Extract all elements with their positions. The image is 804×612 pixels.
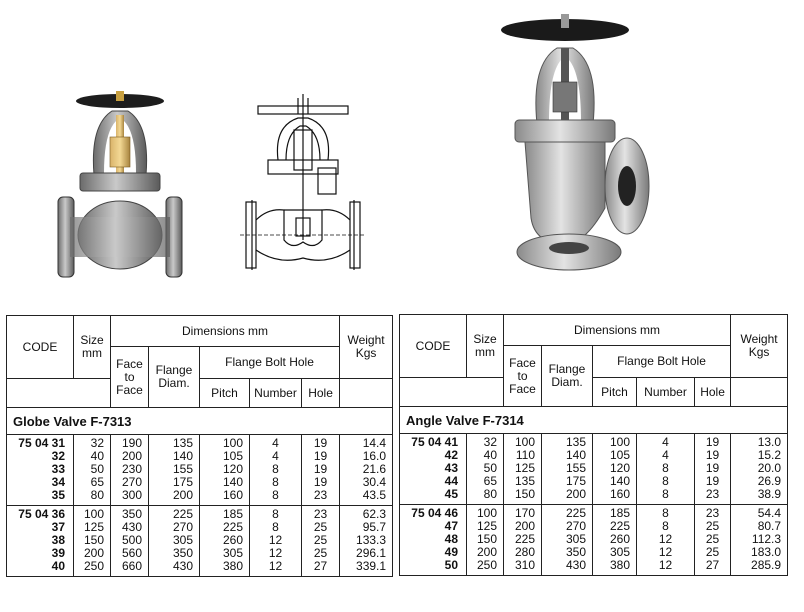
dimensions-header: Dimensions mm <box>504 315 731 346</box>
cell-hole: 25 <box>695 520 731 533</box>
cell-weight: 43.5 <box>340 489 393 506</box>
table-row <box>7 435 393 451</box>
globe-valve-table <box>6 315 393 577</box>
cell-weight: 15.2 <box>731 449 788 462</box>
cell-ftf: 270 <box>111 476 149 489</box>
cell-flange: 155 <box>149 463 200 476</box>
pitch-header: Pitch <box>200 379 250 408</box>
hole-header: Hole <box>302 379 340 408</box>
cell-pitch: 185 <box>200 506 250 522</box>
cell-size: 40 <box>74 450 111 463</box>
angle-valve-title: Angle Valve F-7314 <box>400 407 788 434</box>
hole-header: Hole <box>695 378 731 407</box>
cell-code: 35 <box>7 489 74 506</box>
flange-bolt-hole-header: Flange Bolt Hole <box>593 346 731 378</box>
face-to-face-header: Face to Face <box>111 347 149 408</box>
cell-weight: 62.3 <box>340 506 393 522</box>
cell-code: 49 <box>400 546 467 559</box>
cell-pitch: 305 <box>200 547 250 560</box>
cell-pitch: 160 <box>200 489 250 506</box>
cell-pitch: 105 <box>593 449 637 462</box>
cell-code: 75 04 41 <box>400 434 467 450</box>
cell-size: 65 <box>74 476 111 489</box>
cell-flange: 305 <box>149 534 200 547</box>
cell-code: 48 <box>400 533 467 546</box>
cell-ftf: 125 <box>504 462 542 475</box>
table-row <box>400 434 788 450</box>
cell-ftf: 170 <box>504 505 542 521</box>
cell-flange: 350 <box>542 546 593 559</box>
cell-flange: 270 <box>542 520 593 533</box>
weight-header: Weight Kgs <box>731 315 788 378</box>
cell-size: 32 <box>74 435 111 451</box>
table-row <box>400 559 788 576</box>
cell-pitch: 260 <box>200 534 250 547</box>
cell-flange: 270 <box>149 521 200 534</box>
table-row <box>7 489 393 506</box>
cell-number: 4 <box>250 450 302 463</box>
code-header: CODE <box>7 316 74 379</box>
cell-number: 12 <box>637 559 695 576</box>
cell-hole: 23 <box>302 506 340 522</box>
cell-ftf: 150 <box>504 488 542 505</box>
cell-pitch: 100 <box>593 434 637 450</box>
cell-ftf: 350 <box>111 506 149 522</box>
cell-hole: 19 <box>302 435 340 451</box>
cell-flange: 200 <box>542 488 593 505</box>
cell-size: 250 <box>467 559 504 576</box>
cell-code: 39 <box>7 547 74 560</box>
cell-flange: 140 <box>542 449 593 462</box>
cell-hole: 19 <box>302 463 340 476</box>
cell-ftf: 190 <box>111 435 149 451</box>
cell-ftf: 135 <box>504 475 542 488</box>
table-row <box>7 506 393 522</box>
cell-ftf: 500 <box>111 534 149 547</box>
cell-hole: 23 <box>695 488 731 505</box>
cell-hole: 27 <box>695 559 731 576</box>
cell-flange: 200 <box>149 489 200 506</box>
cell-number: 8 <box>637 505 695 521</box>
pitch-header: Pitch <box>593 378 637 407</box>
cell-weight: 14.4 <box>340 435 393 451</box>
cell-size: 125 <box>467 520 504 533</box>
cell-ftf: 225 <box>504 533 542 546</box>
face-to-face-header: Face to Face <box>504 346 542 407</box>
cell-hole: 19 <box>302 476 340 489</box>
cell-hole: 19 <box>695 462 731 475</box>
number-header: Number <box>637 378 695 407</box>
cell-weight: 13.0 <box>731 434 788 450</box>
cell-number: 12 <box>250 560 302 577</box>
cell-hole: 25 <box>302 521 340 534</box>
cell-size: 125 <box>74 521 111 534</box>
angle-valve-photo-icon <box>495 8 665 278</box>
cell-code: 37 <box>7 521 74 534</box>
cell-number: 8 <box>637 475 695 488</box>
cell-pitch: 120 <box>200 463 250 476</box>
cell-ftf: 230 <box>111 463 149 476</box>
cell-hole: 25 <box>695 533 731 546</box>
cell-pitch: 225 <box>593 520 637 533</box>
header-spacer <box>467 378 504 407</box>
cell-pitch: 185 <box>593 505 637 521</box>
cell-pitch: 380 <box>200 560 250 577</box>
cell-number: 8 <box>637 520 695 533</box>
cell-number: 8 <box>250 463 302 476</box>
cell-code: 40 <box>7 560 74 577</box>
dimensions-header: Dimensions mm <box>111 316 340 347</box>
cell-weight: 20.0 <box>731 462 788 475</box>
cell-number: 8 <box>637 462 695 475</box>
cell-flange: 430 <box>149 560 200 577</box>
cell-pitch: 260 <box>593 533 637 546</box>
cell-size: 32 <box>467 434 504 450</box>
header-spacer <box>400 378 467 407</box>
cell-size: 200 <box>74 547 111 560</box>
cell-number: 8 <box>250 506 302 522</box>
cell-weight: 80.7 <box>731 520 788 533</box>
cell-ftf: 430 <box>111 521 149 534</box>
table-row <box>400 505 788 521</box>
cell-code: 44 <box>400 475 467 488</box>
cell-size: 80 <box>74 489 111 506</box>
flange-diam-header: Flange Diam. <box>542 346 593 407</box>
cell-number: 12 <box>250 547 302 560</box>
cell-hole: 19 <box>695 475 731 488</box>
cell-ftf: 200 <box>504 520 542 533</box>
cell-pitch: 105 <box>200 450 250 463</box>
cell-weight: 285.9 <box>731 559 788 576</box>
cell-pitch: 140 <box>593 475 637 488</box>
cell-size: 150 <box>74 534 111 547</box>
weight-header: Weight Kgs <box>340 316 393 379</box>
cell-hole: 25 <box>695 546 731 559</box>
cell-code: 45 <box>400 488 467 505</box>
cell-size: 50 <box>467 462 504 475</box>
cell-hole: 27 <box>302 560 340 577</box>
cell-flange: 175 <box>542 475 593 488</box>
cell-pitch: 160 <box>593 488 637 505</box>
cell-hole: 25 <box>302 534 340 547</box>
cell-size: 100 <box>74 506 111 522</box>
globe-valve-title: Globe Valve F-7313 <box>7 408 393 435</box>
cell-weight: 339.1 <box>340 560 393 577</box>
cell-code: 32 <box>7 450 74 463</box>
cell-pitch: 380 <box>593 559 637 576</box>
cell-pitch: 120 <box>593 462 637 475</box>
cell-number: 4 <box>637 449 695 462</box>
cell-code: 34 <box>7 476 74 489</box>
cell-ftf: 660 <box>111 560 149 577</box>
cell-size: 250 <box>74 560 111 577</box>
cell-code: 38 <box>7 534 74 547</box>
cell-ftf: 110 <box>504 449 542 462</box>
globe-valve-photo-icon <box>50 85 190 285</box>
cell-code: 33 <box>7 463 74 476</box>
cell-hole: 19 <box>695 449 731 462</box>
cell-size: 80 <box>467 488 504 505</box>
flange-bolt-hole-header: Flange Bolt Hole <box>200 347 340 379</box>
cell-pitch: 225 <box>200 521 250 534</box>
cell-size: 150 <box>467 533 504 546</box>
cell-hole: 19 <box>695 434 731 450</box>
cell-code: 47 <box>400 520 467 533</box>
cell-size: 65 <box>467 475 504 488</box>
cell-weight: 296.1 <box>340 547 393 560</box>
cell-ftf: 560 <box>111 547 149 560</box>
cell-code: 50 <box>400 559 467 576</box>
cell-size: 40 <box>467 449 504 462</box>
cell-weight: 95.7 <box>340 521 393 534</box>
cell-flange: 350 <box>149 547 200 560</box>
cell-ftf: 300 <box>111 489 149 506</box>
cell-weight: 112.3 <box>731 533 788 546</box>
cell-number: 8 <box>250 521 302 534</box>
cell-hole: 23 <box>302 489 340 506</box>
cell-flange: 135 <box>149 435 200 451</box>
cell-hole: 25 <box>302 547 340 560</box>
cell-ftf: 280 <box>504 546 542 559</box>
number-header: Number <box>250 379 302 408</box>
cell-flange: 135 <box>542 434 593 450</box>
cell-weight: 30.4 <box>340 476 393 489</box>
cell-flange: 175 <box>149 476 200 489</box>
header-spacer <box>731 378 788 407</box>
cell-number: 8 <box>250 476 302 489</box>
cell-ftf: 100 <box>504 434 542 450</box>
cell-flange: 140 <box>149 450 200 463</box>
cell-number: 12 <box>637 546 695 559</box>
cell-weight: 54.4 <box>731 505 788 521</box>
flange-diam-header: Flange Diam. <box>149 347 200 408</box>
cell-weight: 38.9 <box>731 488 788 505</box>
cell-pitch: 100 <box>200 435 250 451</box>
size-header: Size mm <box>74 316 111 379</box>
header-spacer <box>340 379 393 408</box>
cell-flange: 155 <box>542 462 593 475</box>
cell-flange: 225 <box>542 505 593 521</box>
cell-pitch: 140 <box>200 476 250 489</box>
angle-valve-rows <box>400 434 788 576</box>
cell-number: 8 <box>637 488 695 505</box>
cell-hole: 19 <box>302 450 340 463</box>
header-spacer <box>74 379 111 408</box>
cell-size: 100 <box>467 505 504 521</box>
code-header: CODE <box>400 315 467 378</box>
cell-weight: 16.0 <box>340 450 393 463</box>
cell-number: 4 <box>637 434 695 450</box>
cell-code: 75 04 46 <box>400 505 467 521</box>
cell-number: 4 <box>250 435 302 451</box>
angle-valve-table <box>399 314 788 576</box>
globe-valve-cross-section-drawing-icon <box>238 90 368 280</box>
cell-code: 75 04 31 <box>7 435 74 451</box>
size-header: Size mm <box>467 315 504 378</box>
cell-code: 75 04 36 <box>7 506 74 522</box>
cell-ftf: 310 <box>504 559 542 576</box>
header-spacer <box>7 379 74 408</box>
cell-size: 200 <box>467 546 504 559</box>
cell-number: 12 <box>250 534 302 547</box>
cell-flange: 430 <box>542 559 593 576</box>
globe-valve-rows <box>7 435 393 577</box>
cell-number: 8 <box>250 489 302 506</box>
cell-ftf: 200 <box>111 450 149 463</box>
cell-weight: 133.3 <box>340 534 393 547</box>
cell-flange: 225 <box>149 506 200 522</box>
cell-weight: 183.0 <box>731 546 788 559</box>
cell-pitch: 305 <box>593 546 637 559</box>
cell-weight: 26.9 <box>731 475 788 488</box>
cell-number: 12 <box>637 533 695 546</box>
cell-flange: 305 <box>542 533 593 546</box>
cell-weight: 21.6 <box>340 463 393 476</box>
table-row <box>7 560 393 577</box>
table-row <box>400 488 788 505</box>
cell-code: 42 <box>400 449 467 462</box>
cell-code: 43 <box>400 462 467 475</box>
cell-size: 50 <box>74 463 111 476</box>
cell-hole: 23 <box>695 505 731 521</box>
